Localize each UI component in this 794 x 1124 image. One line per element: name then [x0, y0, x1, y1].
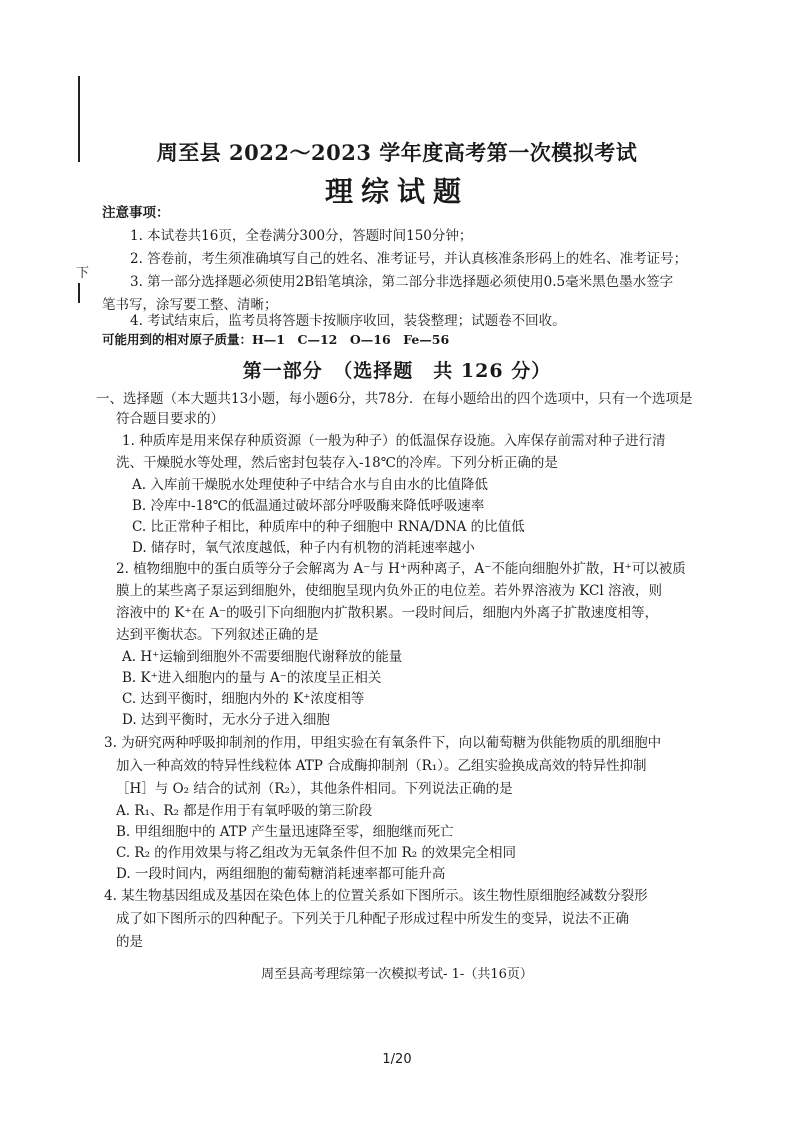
notice-item: 2. 答卷前，考生须准确填写自己的姓名、准考证号，并认真核准条形码上的姓名、准考证号；	[130, 251, 688, 267]
question-2-text: 2. 植物细胞中的蛋白质等分子会解离为 A⁻与 H⁺两种离子，A⁻不能向细胞外扩散，H⁺可以被质	[116, 561, 686, 577]
question-1-text: 洗、干燥脱水等处理，然后密封包装存入-18℃的冷库。下列分析正确的是	[116, 455, 558, 471]
question-1-option-d: D. 储存时，氧气浓度越低，种子内有机物的消耗速率越小	[132, 540, 475, 556]
scan-edge-line-lower	[78, 283, 80, 303]
notice-item: 3. 第一部分选择题必须使用2B铅笔填涂，第二部分非选择题必须使用0.5毫米黑色墨水签字	[130, 274, 674, 290]
question-4-text: 成了如下图所示的四种配子。下列关于几种配子形成过程中所发生的变异，说法不正确	[116, 911, 629, 927]
question-1-text: 1. 种质库是用来保存种质资源（一般为种子）的低温保存设施。入库保存前需对种子进行清	[122, 433, 666, 449]
atomic-masses: 可能用到的相对原子质量：H—1 C—12 O—16 Fe—56	[102, 332, 450, 347]
question-3-option-c: C. R₂ 的作用效果与将乙组改为无氧条件但不加 R₂ 的效果完全相同	[116, 845, 516, 861]
margin-mark: 下	[76, 266, 90, 281]
question-2-text: 溶液中的 K⁺在 A⁻的吸引下向细胞内扩散积累。一段时间后，细胞内外离子扩散速度相等，	[116, 605, 659, 621]
question-1-option-c: C. 比正常种子相比，种质库中的种子细胞中 RNA/DNA 的比值低	[132, 519, 525, 535]
page-footer: 周至县高考理综第一次模拟考试- 1-（共16页）	[261, 967, 533, 982]
notice-item: 1. 本试卷共16页，全卷满分300分，答题时间150分钟；	[130, 228, 473, 244]
notice-item: 4. 考试结束后，监考员将答题卡按顺序收回，装袋整理；试题卷不回收。	[130, 313, 566, 329]
section-intro: 一、选择题（本大题共13小题，每小题6分，共78分．在每小题给出的四个选项中，只有一个选项是	[96, 391, 693, 407]
question-1-option-b: B. 冷库中-18℃的低温通过破坏部分呼吸酶来降低呼吸速率	[132, 498, 485, 514]
notice-item: 笔书写，涂写要工整、清晰；	[102, 297, 278, 313]
question-2-text: 膜上的某些离子泵运到细胞外，使细胞呈现内负外正的电位差。若外界溶液为 KCl 溶液，则	[116, 583, 662, 599]
section-intro: 符合题目要求的）	[116, 411, 224, 427]
section-heading: 第一部分 （选择题 共 126 分）	[242, 360, 552, 382]
question-3-option-a: A. R₁、R₂ 都是作用于有氧呼吸的第三阶段	[116, 803, 373, 819]
question-3-text: 3. 为研究两种呼吸抑制剂的作用，甲组实验在有氧条件下，向以葡萄糖为供能物质的肌细胞中	[104, 735, 662, 751]
question-3-text: 加入一种高效的特异性线粒体 ATP 合成酶抑制剂（R₁）。乙组实验换成高效的特异性抑制	[116, 758, 647, 774]
question-4-text: 4. 某生物基因组成及基因在染色体上的位置关系如下图所示。该生物性原细胞经减数分裂形	[104, 888, 648, 904]
question-2-text: 达到平衡状态。下列叙述正确的是	[116, 627, 319, 643]
question-3-text: ［H］与 O₂ 结合的试剂（R₂），其他条件相同。下列说法正确的是	[116, 781, 513, 797]
question-2-option-c: C. 达到平衡时，细胞内外的 K⁺浓度相等	[122, 691, 365, 707]
question-3-option-d: D. 一段时间内，两组细胞的葡萄糖消耗速率都可能升高	[116, 866, 446, 882]
notice-heading: 注意事项：	[102, 205, 170, 221]
question-3-option-b: B. 甲组细胞中的 ATP 产生量迅速降至零，细胞继而死亡	[116, 824, 454, 840]
question-2-option-a: A. H⁺运输到细胞外不需要细胞代谢释放的能量	[122, 649, 403, 665]
question-1-option-a: A. 入库前干燥脱水处理使种子中结合水与自由水的比值降低	[132, 477, 488, 493]
exam-title: 周至县 2022～2023 学年度高考第一次模拟考试	[156, 140, 638, 165]
question-4-text: 的是	[116, 934, 143, 950]
question-2-option-d: D. 达到平衡时，无水分子进入细胞	[122, 712, 330, 728]
page-number: 1/20	[382, 1052, 412, 1067]
exam-subtitle: 理综试题	[324, 175, 469, 208]
question-2-option-b: B. K⁺进入细胞内的量与 A⁻的浓度呈正相关	[122, 670, 382, 686]
